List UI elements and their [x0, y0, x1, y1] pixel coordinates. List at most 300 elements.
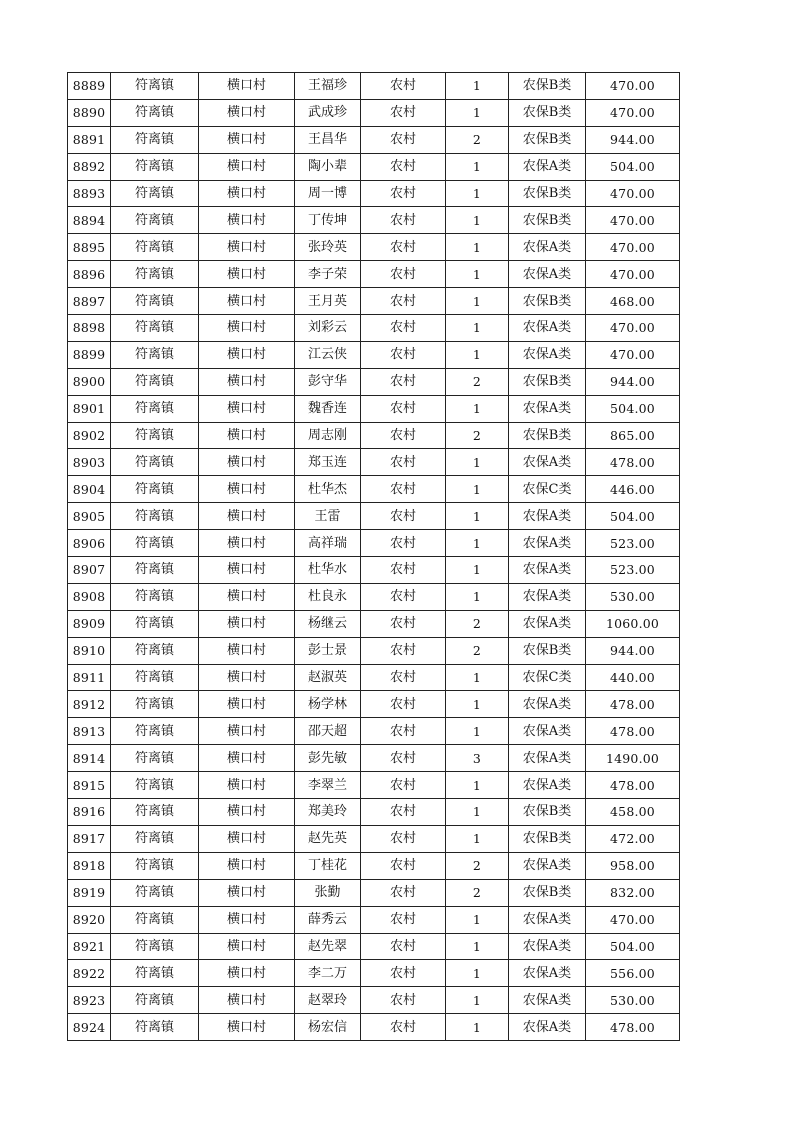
person-count-cell: 2	[446, 610, 509, 637]
name-cell: 陶小辈	[295, 153, 361, 180]
name-cell: 丁传坤	[295, 207, 361, 234]
amount-cell: 470.00	[586, 73, 680, 100]
village-cell: 横口村	[199, 153, 295, 180]
household-type-cell: 农村	[361, 583, 446, 610]
household-type-cell: 农村	[361, 933, 446, 960]
table-row	[68, 879, 680, 906]
village-cell: 横口村	[199, 799, 295, 826]
name-cell: 李子荣	[295, 261, 361, 288]
row-id-cell: 8911	[68, 664, 111, 691]
amount-cell: 530.00	[586, 583, 680, 610]
person-count-cell: 2	[446, 852, 509, 879]
village-cell: 横口村	[199, 987, 295, 1014]
person-count-cell: 1	[446, 664, 509, 691]
name-cell: 李翠兰	[295, 772, 361, 799]
village-cell: 横口村	[199, 610, 295, 637]
row-id-cell: 8905	[68, 503, 111, 530]
name-cell: 彭守华	[295, 368, 361, 395]
village-cell: 横口村	[199, 368, 295, 395]
table-row	[68, 449, 680, 476]
amount-cell: 1060.00	[586, 610, 680, 637]
category-cell: 农保A类	[509, 153, 586, 180]
household-type-cell: 农村	[361, 180, 446, 207]
person-count-cell: 1	[446, 503, 509, 530]
row-id-cell: 8918	[68, 852, 111, 879]
person-count-cell: 1	[446, 825, 509, 852]
town-cell: 符离镇	[111, 960, 199, 987]
name-cell: 赵淑英	[295, 664, 361, 691]
category-cell: 农保B类	[509, 207, 586, 234]
row-id-cell: 8913	[68, 718, 111, 745]
town-cell: 符离镇	[111, 637, 199, 664]
amount-cell: 865.00	[586, 422, 680, 449]
town-cell: 符离镇	[111, 530, 199, 557]
table-row	[68, 745, 680, 772]
row-id-cell: 8902	[68, 422, 111, 449]
person-count-cell: 1	[446, 557, 509, 584]
name-cell: 周志刚	[295, 422, 361, 449]
name-cell: 郑美玲	[295, 799, 361, 826]
amount-cell: 470.00	[586, 99, 680, 126]
household-type-cell: 农村	[361, 691, 446, 718]
table-row	[68, 288, 680, 315]
village-cell: 横口村	[199, 261, 295, 288]
category-cell: 农保A类	[509, 395, 586, 422]
row-id-cell: 8916	[68, 799, 111, 826]
name-cell: 杜华水	[295, 557, 361, 584]
town-cell: 符离镇	[111, 99, 199, 126]
person-count-cell: 2	[446, 126, 509, 153]
person-count-cell: 1	[446, 933, 509, 960]
table-row	[68, 395, 680, 422]
row-id-cell: 8922	[68, 960, 111, 987]
row-id-cell: 8915	[68, 772, 111, 799]
amount-cell: 468.00	[586, 288, 680, 315]
name-cell: 魏香连	[295, 395, 361, 422]
category-cell: 农保A类	[509, 234, 586, 261]
town-cell: 符离镇	[111, 879, 199, 906]
person-count-cell: 1	[446, 341, 509, 368]
name-cell: 武成珍	[295, 99, 361, 126]
row-id-cell: 8914	[68, 745, 111, 772]
category-cell: 农保B类	[509, 799, 586, 826]
name-cell: 王福珍	[295, 73, 361, 100]
town-cell: 符离镇	[111, 368, 199, 395]
village-cell: 横口村	[199, 234, 295, 261]
table-row	[68, 933, 680, 960]
amount-cell: 478.00	[586, 1014, 680, 1041]
village-cell: 横口村	[199, 852, 295, 879]
village-cell: 横口村	[199, 691, 295, 718]
village-cell: 横口村	[199, 476, 295, 503]
person-count-cell: 2	[446, 879, 509, 906]
household-type-cell: 农村	[361, 153, 446, 180]
name-cell: 王昌华	[295, 126, 361, 153]
person-count-cell: 1	[446, 73, 509, 100]
amount-cell: 470.00	[586, 180, 680, 207]
person-count-cell: 1	[446, 1014, 509, 1041]
name-cell: 张玲英	[295, 234, 361, 261]
person-count-cell: 1	[446, 476, 509, 503]
table-row	[68, 99, 680, 126]
row-id-cell: 8907	[68, 557, 111, 584]
person-count-cell: 1	[446, 987, 509, 1014]
name-cell: 杨继云	[295, 610, 361, 637]
town-cell: 符离镇	[111, 799, 199, 826]
name-cell: 王月英	[295, 288, 361, 315]
category-cell: 农保B类	[509, 637, 586, 664]
row-id-cell: 8890	[68, 99, 111, 126]
row-id-cell: 8892	[68, 153, 111, 180]
amount-cell: 478.00	[586, 691, 680, 718]
household-type-cell: 农村	[361, 73, 446, 100]
person-count-cell: 1	[446, 395, 509, 422]
row-id-cell: 8900	[68, 368, 111, 395]
village-cell: 横口村	[199, 772, 295, 799]
person-count-cell: 1	[446, 261, 509, 288]
category-cell: 农保A类	[509, 557, 586, 584]
village-cell: 横口村	[199, 718, 295, 745]
household-type-cell: 农村	[361, 557, 446, 584]
village-cell: 横口村	[199, 207, 295, 234]
table-row	[68, 825, 680, 852]
name-cell: 刘彩云	[295, 315, 361, 342]
table-row	[68, 315, 680, 342]
household-type-cell: 农村	[361, 503, 446, 530]
row-id-cell: 8908	[68, 583, 111, 610]
town-cell: 符离镇	[111, 476, 199, 503]
category-cell: 农保A类	[509, 315, 586, 342]
household-type-cell: 农村	[361, 395, 446, 422]
name-cell: 薛秀云	[295, 906, 361, 933]
household-type-cell: 农村	[361, 637, 446, 664]
amount-cell: 504.00	[586, 395, 680, 422]
person-count-cell: 1	[446, 234, 509, 261]
category-cell: 农保A类	[509, 960, 586, 987]
amount-cell: 470.00	[586, 315, 680, 342]
name-cell: 彭士景	[295, 637, 361, 664]
village-cell: 横口村	[199, 1014, 295, 1041]
amount-cell: 478.00	[586, 718, 680, 745]
row-id-cell: 8895	[68, 234, 111, 261]
household-type-cell: 农村	[361, 368, 446, 395]
table-row	[68, 987, 680, 1014]
row-id-cell: 8910	[68, 637, 111, 664]
town-cell: 符离镇	[111, 126, 199, 153]
row-id-cell: 8901	[68, 395, 111, 422]
town-cell: 符离镇	[111, 395, 199, 422]
category-cell: 农保A类	[509, 933, 586, 960]
name-cell: 丁桂花	[295, 852, 361, 879]
category-cell: 农保A类	[509, 530, 586, 557]
category-cell: 农保A类	[509, 852, 586, 879]
town-cell: 符离镇	[111, 341, 199, 368]
category-cell: 农保C类	[509, 476, 586, 503]
table-row	[68, 799, 680, 826]
village-cell: 横口村	[199, 73, 295, 100]
amount-cell: 832.00	[586, 879, 680, 906]
table-row	[68, 718, 680, 745]
category-cell: 农保A类	[509, 691, 586, 718]
table-body	[68, 73, 680, 1041]
person-count-cell: 1	[446, 906, 509, 933]
category-cell: 农保C类	[509, 664, 586, 691]
person-count-cell: 1	[446, 99, 509, 126]
amount-cell: 958.00	[586, 852, 680, 879]
row-id-cell: 8906	[68, 530, 111, 557]
town-cell: 符离镇	[111, 987, 199, 1014]
town-cell: 符离镇	[111, 503, 199, 530]
table-row	[68, 557, 680, 584]
village-cell: 横口村	[199, 503, 295, 530]
category-cell: 农保B类	[509, 368, 586, 395]
village-cell: 横口村	[199, 99, 295, 126]
town-cell: 符离镇	[111, 664, 199, 691]
village-cell: 横口村	[199, 583, 295, 610]
person-count-cell: 1	[446, 180, 509, 207]
category-cell: 农保A类	[509, 1014, 586, 1041]
name-cell: 赵翠玲	[295, 987, 361, 1014]
name-cell: 张勤	[295, 879, 361, 906]
town-cell: 符离镇	[111, 745, 199, 772]
amount-cell: 530.00	[586, 987, 680, 1014]
person-count-cell: 2	[446, 368, 509, 395]
table-row	[68, 1014, 680, 1041]
amount-cell: 504.00	[586, 153, 680, 180]
village-cell: 横口村	[199, 315, 295, 342]
village-cell: 横口村	[199, 180, 295, 207]
village-cell: 横口村	[199, 449, 295, 476]
town-cell: 符离镇	[111, 261, 199, 288]
row-id-cell: 8893	[68, 180, 111, 207]
name-cell: 郑玉连	[295, 449, 361, 476]
amount-cell: 470.00	[586, 234, 680, 261]
category-cell: 农保B类	[509, 180, 586, 207]
row-id-cell: 8903	[68, 449, 111, 476]
table-row	[68, 234, 680, 261]
town-cell: 符离镇	[111, 449, 199, 476]
household-type-cell: 农村	[361, 987, 446, 1014]
village-cell: 横口村	[199, 879, 295, 906]
household-type-cell: 农村	[361, 207, 446, 234]
row-id-cell: 8904	[68, 476, 111, 503]
town-cell: 符离镇	[111, 153, 199, 180]
row-id-cell: 8896	[68, 261, 111, 288]
person-count-cell: 1	[446, 530, 509, 557]
row-id-cell: 8924	[68, 1014, 111, 1041]
amount-cell: 470.00	[586, 261, 680, 288]
category-cell: 农保B类	[509, 879, 586, 906]
table-row	[68, 637, 680, 664]
amount-cell: 470.00	[586, 207, 680, 234]
amount-cell: 504.00	[586, 503, 680, 530]
table-row	[68, 422, 680, 449]
amount-cell: 944.00	[586, 637, 680, 664]
row-id-cell: 8921	[68, 933, 111, 960]
table-row	[68, 772, 680, 799]
village-cell: 横口村	[199, 933, 295, 960]
table-row	[68, 664, 680, 691]
village-cell: 横口村	[199, 126, 295, 153]
table-row	[68, 610, 680, 637]
household-type-cell: 农村	[361, 288, 446, 315]
table-row	[68, 126, 680, 153]
household-type-cell: 农村	[361, 449, 446, 476]
town-cell: 符离镇	[111, 691, 199, 718]
household-type-cell: 农村	[361, 234, 446, 261]
household-type-cell: 农村	[361, 261, 446, 288]
household-type-cell: 农村	[361, 99, 446, 126]
town-cell: 符离镇	[111, 207, 199, 234]
household-type-cell: 农村	[361, 772, 446, 799]
row-id-cell: 8917	[68, 825, 111, 852]
category-cell: 农保A类	[509, 583, 586, 610]
category-cell: 农保B类	[509, 73, 586, 100]
household-type-cell: 农村	[361, 799, 446, 826]
town-cell: 符离镇	[111, 933, 199, 960]
amount-cell: 478.00	[586, 772, 680, 799]
household-type-cell: 农村	[361, 315, 446, 342]
person-count-cell: 1	[446, 718, 509, 745]
table-row	[68, 207, 680, 234]
amount-cell: 440.00	[586, 664, 680, 691]
row-id-cell: 8891	[68, 126, 111, 153]
village-cell: 横口村	[199, 395, 295, 422]
row-id-cell: 8894	[68, 207, 111, 234]
town-cell: 符离镇	[111, 906, 199, 933]
table-row	[68, 73, 680, 100]
category-cell: 农保B类	[509, 126, 586, 153]
village-cell: 横口村	[199, 341, 295, 368]
category-cell: 农保A类	[509, 772, 586, 799]
town-cell: 符离镇	[111, 1014, 199, 1041]
village-cell: 横口村	[199, 825, 295, 852]
village-cell: 横口村	[199, 288, 295, 315]
amount-cell: 556.00	[586, 960, 680, 987]
town-cell: 符离镇	[111, 73, 199, 100]
person-count-cell: 2	[446, 422, 509, 449]
person-count-cell: 1	[446, 449, 509, 476]
household-type-cell: 农村	[361, 745, 446, 772]
name-cell: 邵天超	[295, 718, 361, 745]
household-type-cell: 农村	[361, 476, 446, 503]
village-cell: 横口村	[199, 637, 295, 664]
table-row	[68, 180, 680, 207]
category-cell: 农保A类	[509, 449, 586, 476]
person-count-cell: 1	[446, 772, 509, 799]
category-cell: 农保B类	[509, 825, 586, 852]
category-cell: 农保A类	[509, 745, 586, 772]
name-cell: 杨宏信	[295, 1014, 361, 1041]
table-row	[68, 503, 680, 530]
amount-cell: 504.00	[586, 933, 680, 960]
amount-cell: 944.00	[586, 126, 680, 153]
row-id-cell: 8923	[68, 987, 111, 1014]
table-row	[68, 476, 680, 503]
village-cell: 横口村	[199, 664, 295, 691]
amount-cell: 472.00	[586, 825, 680, 852]
category-cell: 农保B类	[509, 288, 586, 315]
household-type-cell: 农村	[361, 906, 446, 933]
person-count-cell: 1	[446, 288, 509, 315]
town-cell: 符离镇	[111, 288, 199, 315]
household-type-cell: 农村	[361, 422, 446, 449]
household-type-cell: 农村	[361, 126, 446, 153]
table-row	[68, 960, 680, 987]
household-type-cell: 农村	[361, 852, 446, 879]
village-cell: 横口村	[199, 530, 295, 557]
household-type-cell: 农村	[361, 610, 446, 637]
household-type-cell: 农村	[361, 825, 446, 852]
name-cell: 赵先英	[295, 825, 361, 852]
name-cell: 赵先翠	[295, 933, 361, 960]
town-cell: 符离镇	[111, 718, 199, 745]
category-cell: 农保A类	[509, 987, 586, 1014]
amount-cell: 1490.00	[586, 745, 680, 772]
town-cell: 符离镇	[111, 234, 199, 261]
name-cell: 江云侠	[295, 341, 361, 368]
name-cell: 周一博	[295, 180, 361, 207]
household-type-cell: 农村	[361, 960, 446, 987]
table-row	[68, 583, 680, 610]
row-id-cell: 8919	[68, 879, 111, 906]
amount-cell: 478.00	[586, 449, 680, 476]
person-count-cell: 1	[446, 207, 509, 234]
person-count-cell: 1	[446, 691, 509, 718]
row-id-cell: 8897	[68, 288, 111, 315]
table-row	[68, 852, 680, 879]
name-cell: 杜华杰	[295, 476, 361, 503]
table-row	[68, 153, 680, 180]
category-cell: 农保A类	[509, 503, 586, 530]
name-cell: 杜良永	[295, 583, 361, 610]
category-cell: 农保A类	[509, 906, 586, 933]
town-cell: 符离镇	[111, 583, 199, 610]
village-cell: 横口村	[199, 422, 295, 449]
person-count-cell: 3	[446, 745, 509, 772]
row-id-cell: 8898	[68, 315, 111, 342]
amount-cell: 944.00	[586, 368, 680, 395]
household-type-cell: 农村	[361, 1014, 446, 1041]
subsidy-table	[67, 72, 680, 1041]
household-type-cell: 农村	[361, 530, 446, 557]
row-id-cell: 8920	[68, 906, 111, 933]
town-cell: 符离镇	[111, 180, 199, 207]
household-type-cell: 农村	[361, 341, 446, 368]
village-cell: 横口村	[199, 960, 295, 987]
row-id-cell: 8909	[68, 610, 111, 637]
town-cell: 符离镇	[111, 852, 199, 879]
town-cell: 符离镇	[111, 315, 199, 342]
person-count-cell: 1	[446, 960, 509, 987]
village-cell: 横口村	[199, 906, 295, 933]
category-cell: 农保B类	[509, 422, 586, 449]
category-cell: 农保A类	[509, 610, 586, 637]
table-row	[68, 341, 680, 368]
table-row	[68, 261, 680, 288]
amount-cell: 446.00	[586, 476, 680, 503]
village-cell: 横口村	[199, 745, 295, 772]
town-cell: 符离镇	[111, 610, 199, 637]
table-row	[68, 368, 680, 395]
town-cell: 符离镇	[111, 825, 199, 852]
town-cell: 符离镇	[111, 772, 199, 799]
name-cell: 杨学林	[295, 691, 361, 718]
person-count-cell: 1	[446, 799, 509, 826]
amount-cell: 470.00	[586, 906, 680, 933]
row-id-cell: 8899	[68, 341, 111, 368]
category-cell: 农保B类	[509, 99, 586, 126]
